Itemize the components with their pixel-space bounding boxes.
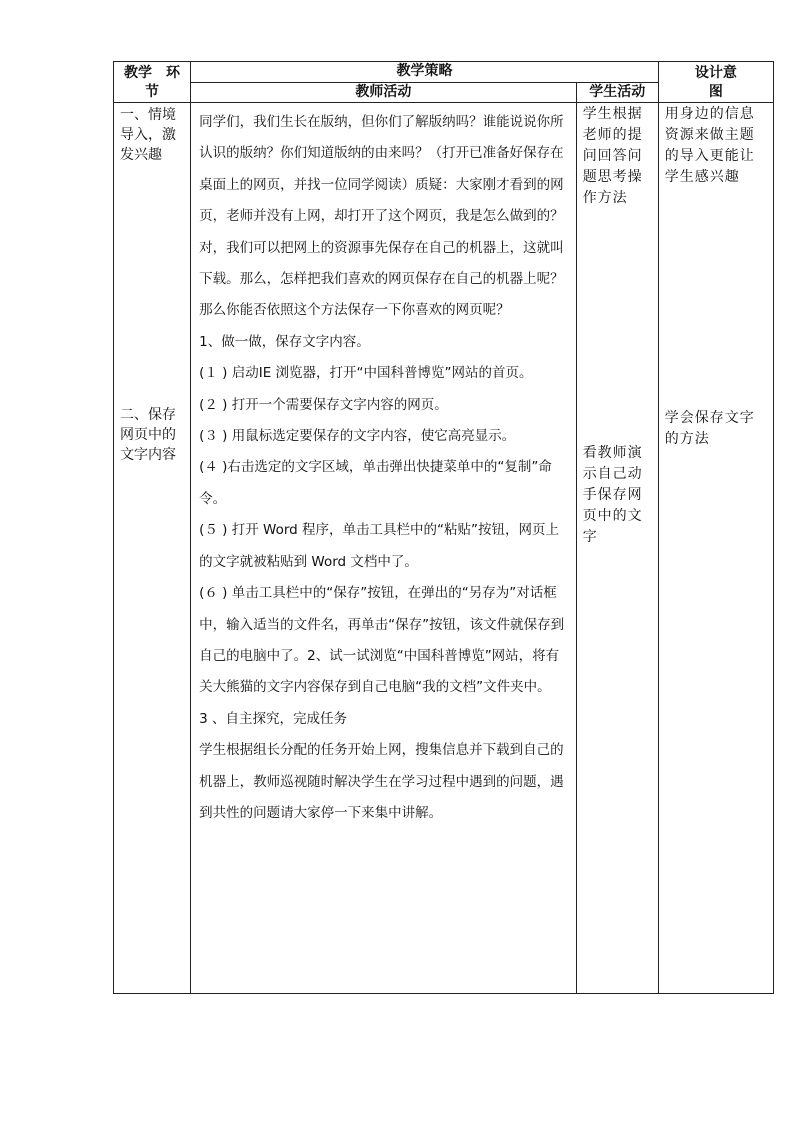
- teacher-paragraph: 3 、自主探究，完成任务: [199, 710, 347, 727]
- student-activity-2: 看教师演示自己动手保存网页中的文字: [582, 445, 643, 545]
- header-stage: [114, 62, 191, 103]
- header-strategy: [191, 62, 659, 83]
- design-intent-cell: [658, 103, 773, 994]
- teacher-paragraph: (５ ) 打开 Word 程序，单击工具栏中的“粘贴”按钮，网页上的文字就被粘贴到 Word 文档中了。: [199, 522, 559, 570]
- header-design-intent: [658, 62, 773, 103]
- teacher-paragraph: (２ ) 打开一个需要保存文字内容的网页。: [199, 396, 448, 413]
- teacher-paragraph: 对，我们可以把网上的资源事先保存在自己的机器上，这就叫下载。那么，怎样把我们喜欢的网页保存在自己的机器上呢？那么你能否依照这个方法保存一下你喜欢的网页呢？: [199, 239, 564, 319]
- header-stage-label: 教学 环节: [124, 65, 181, 100]
- header-design-intent-label: 设计意图: [694, 65, 737, 100]
- teacher-paragraph: 学生根据组长分配的任务开始上网，搜集信息并下载到自己的机器上，教师巡视随时解决学生在学习过程中遇到的问题，遇到共性的问题请大家停一下来集中讲解。: [199, 742, 564, 821]
- teacher-paragraph: (６ ) 单击工具栏中的“保存”按钮，在弹出的“另存为”对话框中，输入适当的文件名，再单击“保存”按钮，该文件就保存到自己的电脑中了。2、试一试浏览“中国科普博览”网站，将有关大熊猫的文字内容保存到自己电脑“我的文档”文件夹中。: [199, 585, 565, 696]
- teacher-paragraph: (３ ) 用鼠标选定要保存的文字内容，使它高亮显示。: [199, 428, 516, 445]
- teacher-paragraph: 同学们，我们生长在版纳，但你们了解版纳吗？谁能说说你所认识的版纳？你们知道版纳的由来吗？（打开已准备好保存在桌面上的网页，并找一位同学阅读）质疑：大家刚才看到的网页，老师并没有上网，却打开了这个网页，我是怎么做到的？: [199, 114, 564, 225]
- student-activity-1: 学生根据老师的提问回答问题思考操作方法: [582, 106, 643, 206]
- header-teacher-activity-label: 教师活动: [355, 83, 412, 100]
- teacher-paragraph: (１ ) 启动IE 浏览器，打开“中国科普博览”网站的首页。: [199, 365, 533, 382]
- teacher-activity-cell: [191, 103, 577, 994]
- design-intent-2: 学会保存文字的方法: [664, 410, 755, 447]
- header-student-activity-label: 学生活动: [589, 83, 646, 100]
- header-teacher-activity: [191, 82, 577, 103]
- teacher-paragraph: (４ )右击选定的文字区域，单击弹出快捷菜单中的“复制”命令。: [199, 459, 552, 507]
- header-student-activity: [576, 82, 658, 103]
- lesson-plan-table: [113, 61, 774, 994]
- stage-1: 一、情境导入，激发兴趣: [120, 107, 176, 163]
- student-activity-cell: [576, 103, 658, 994]
- stage-column: [114, 103, 191, 994]
- teacher-paragraph: 1、做一做，保存文字内容。: [199, 333, 370, 350]
- stage-2: 二、保存网页中的文字内容: [120, 407, 176, 463]
- design-intent-1: 用身边的信息资源来做主题的导入更能让学生感兴趣: [664, 106, 755, 185]
- header-strategy-label: 教学策略: [396, 63, 453, 79]
